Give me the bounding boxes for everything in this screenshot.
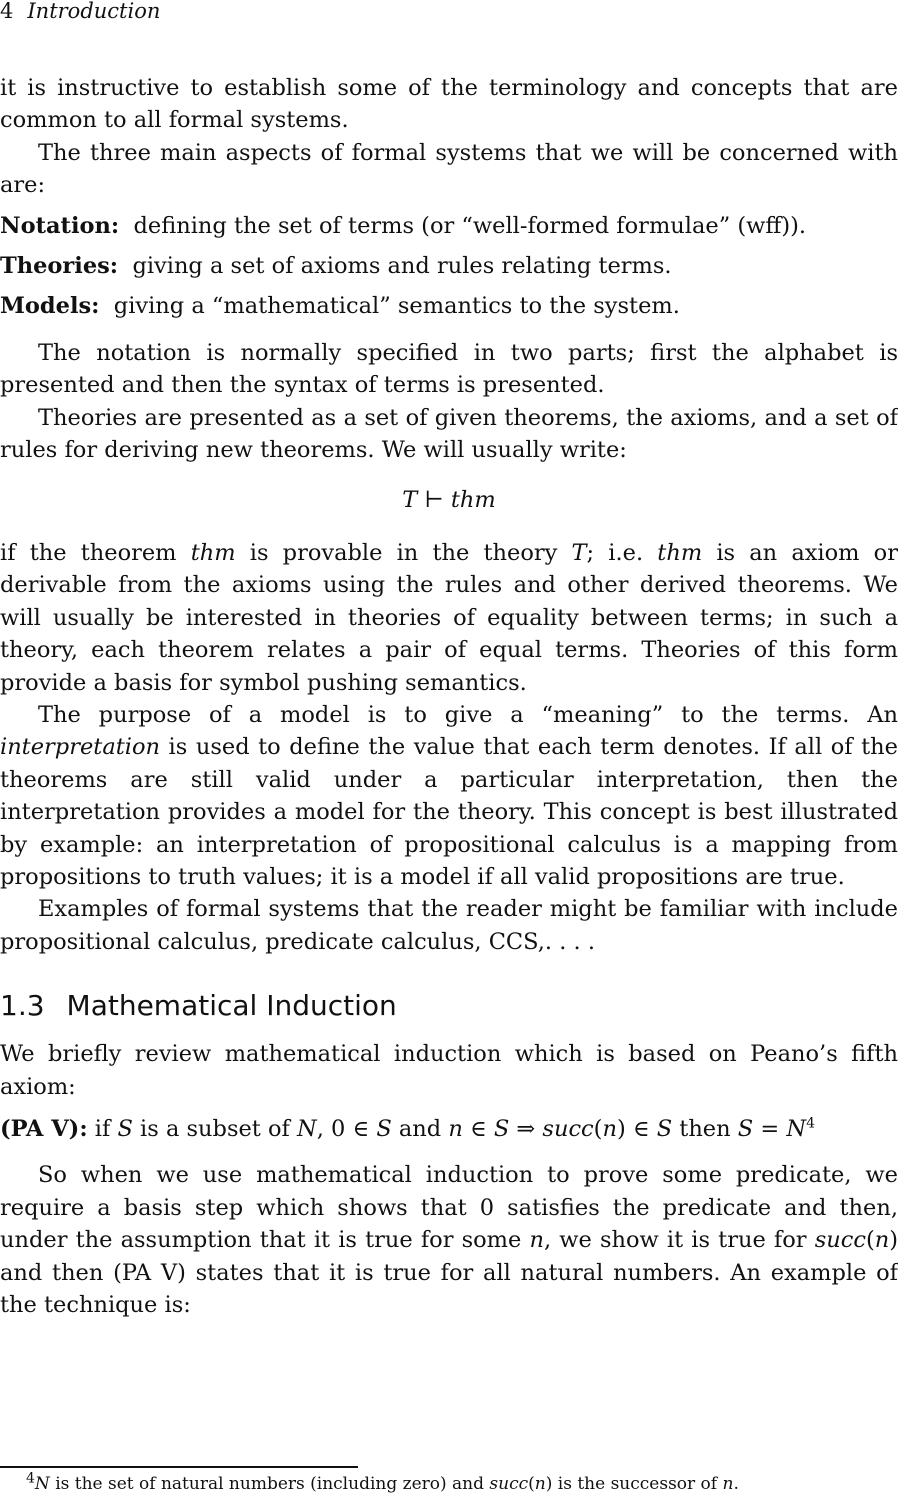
paragraph-7: Examples of formal systems that the reader might be familiar with include propositional calculus, predicate calculus, CCS,. . . . [0,896,898,955]
page-body [0,72,898,1321]
footnote: $^4$N is the set of natural numbers (including zero) and succ(n) is the successor of n. [26,1470,739,1494]
paragraph-5: if the theorem thm is provable in the theory T; i.e. thm is an axiom or derivable from the axioms using the rules and other derived theorems. We will usually be interested in theories of equality between terms; in such a theory, each theorem relates a pair of equal terms. Theories of this form provide a basis for symbol pushing semantics. [0,539,898,696]
footnote-rule [0,1466,358,1468]
paragraph-9: So when we use mathematical induction to prove some predicate, we require a basis step which shows that 0 satisfies the predicate and then, under the assumption that it is true for some n, we show it is true for succ(n) and then (PA V) states that it is true for all natural numbers. An example of the technique is: [0,1162,898,1318]
formula-rhs: thm [450,487,496,514]
aspect-models [0,290,898,322]
paragraph-4: Theories are presented as a set of given theorems, the axioms, and a set of rules for deriving new theorems. We will usually write: [0,404,898,464]
section-title: Mathematical Induction [66,989,397,1023]
section-number: 1.3 [0,989,45,1023]
page-number: 4 [0,0,14,23]
axiom-label: (PA V): [0,1115,88,1142]
section-heading [0,988,898,1024]
formula-lhs: T ⊢ [402,487,451,514]
aspects-list [0,210,898,323]
aspect-notation [0,210,898,242]
paragraph-3: The notation is normally specified in two parts; first the alphabet is presented and then the syntax of terms is presented. [0,339,898,399]
aspect-term: Models: [0,293,100,320]
aspect-term: Notation: [0,212,120,239]
running-head [0,0,160,25]
running-title: Introduction [27,0,161,23]
footnote-marker: 4 [806,1115,815,1132]
paragraph-6: The purpose of a model is to give a “meaning” to the terms. An interpretation is used to define the value that each term denotes. If all of the theorems are still valid under a particular interpretation, then the interpretation provides a model for the theory. This concept is best illustrated by example: an interpretation of propositional calculus is a mapping from propositions to truth values; it is a model if all valid propositions are true. [0,701,898,890]
display-formula [0,484,898,516]
footnote-mark: 4 [26,1470,35,1487]
aspect-text: defining the set of terms (or “well-formed formulae” (wff)). [133,212,807,239]
paragraph-2: The three main aspects of formal systems that we will be concerned with are: [0,139,898,199]
axiom-pa-v: (PA V): if S is a subset of N, 0 ∈ S and n ∈ S ⇒ succ(n) ∈ S then $S = N^4$ [0,1115,815,1142]
aspect-text: giving a set of axioms and rules relating terms. [132,253,672,280]
aspect-term: Theories: [0,253,119,280]
paragraph-8: We briefly review mathematical induction which is based on Peano’s fifth axiom: [0,1041,898,1100]
paragraph-1: it is instructive to establish some of the terminology and concepts that are common to all formal systems. [0,75,898,134]
aspect-text: giving a “mathematical” semantics to the system. [113,293,680,320]
aspect-theories [0,250,898,282]
